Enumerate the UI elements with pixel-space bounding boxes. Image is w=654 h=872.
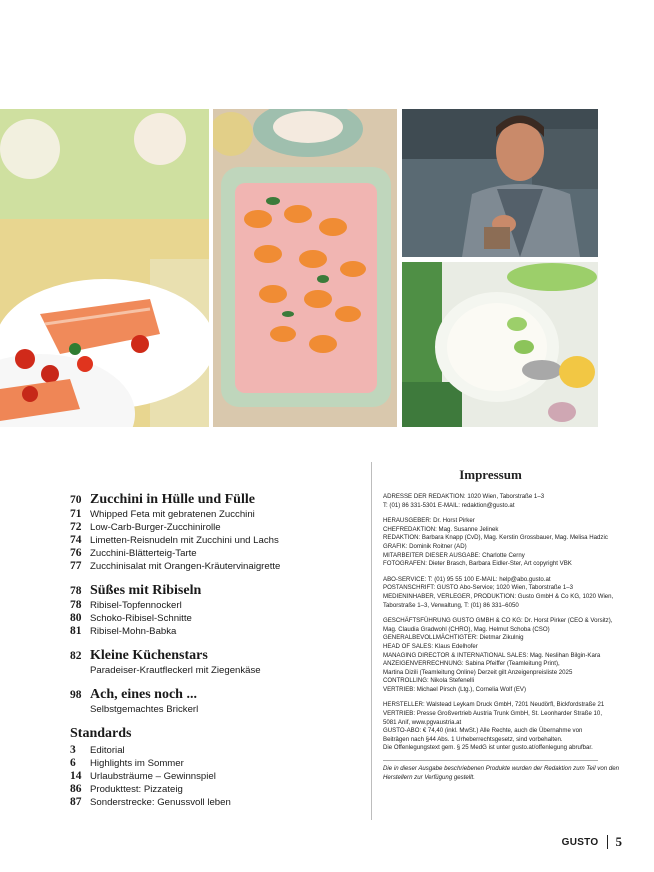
impressum-group [383, 617, 613, 694]
impressum-line: FOTOGRAFEN: Dieter Brasch, Barbara Eidler-Ster, Art copyright VBK [383, 560, 572, 568]
photo-peach-dish [213, 109, 397, 427]
impressum-group [383, 701, 605, 753]
photo-dip-bowl [402, 262, 598, 427]
section-title: Zucchini in Hülle und Fülle [90, 492, 255, 507]
item-title: Zucchinisalat mit Orangen-Kräutervinaigrette [90, 561, 281, 572]
impressum-line: MANAGING DIRECTOR & INTERNATIONAL SALES: Mag. Neslihan Bilgin-Kara [383, 651, 601, 659]
standards-title: Standards [70, 726, 132, 741]
impressum-line: REDAKTION: Barbara Knapp (CvD), Mag. Kerstin Grossbauer, Mag. Melisa Hadzic [383, 534, 608, 542]
impressum-line: MEDIENINHABER, VERLEGER, PRODUKTION: Gusto GmbH & Co KG, 1020 Wien, [383, 592, 614, 600]
item-title: Schoko-Ribisel-Schnitte [90, 613, 192, 624]
impressum-line: GENERALBEVOLLMÄCHTIGTER: Dietmar Zikulnig [383, 634, 524, 642]
item-title: Whipped Feta mit gebratenen Zucchini [90, 509, 255, 520]
impressum-line: GESCHÄFTSFÜHRUNG GUSTO GMBH & CO KG: Dr. Horst Pirker (CEO & Vorsitz), [383, 617, 613, 625]
photo-salmon-plates [0, 109, 209, 427]
item-page: 77 [70, 560, 82, 572]
impressum-line: Beiträgen nach §44 Abs. 1 Urheberrechtsgesetz, sind vorbehalten. [383, 735, 563, 743]
impressum-line: VERTRIEB: Presse Großvertrieb Austria Trunk GmbH, St. Leonharder Straße 10, [383, 710, 603, 718]
impressum-title: Impressum [459, 467, 522, 482]
brand-logo: GUSTO [561, 836, 599, 848]
item-page: 74 [70, 534, 82, 546]
item-title: Limetten-Reisnudeln mit Zucchini und Lachs [90, 535, 279, 546]
section-page: 82 [70, 650, 82, 662]
impressum-line: ABO-SERVICE: T: (01) 95 55 100 E-MAIL: help@abo.gusto.at [383, 575, 551, 583]
impressum-line: POSTANSCHRIFT: GUSTO Abo-Service; 1020 Wien, Taborstraße 1–3 [383, 584, 573, 592]
item-title: Paradeiser-Krautfleckerl mit Ziegenkäse [90, 665, 261, 676]
section-page: 70 [70, 494, 82, 506]
impressum-line: CONTROLLING: Nikola Stefenelli [383, 677, 475, 685]
item-title: Urlaubsträume – Gewinnspiel [90, 771, 216, 782]
toc-standards [70, 726, 300, 809]
item-page: 71 [70, 508, 82, 520]
item-title: Selbstgemachtes Brickerl [90, 704, 199, 715]
item-page: 78 [70, 599, 82, 611]
impressum-line: Taborstraße 1–3, Verwaltung, T: (01) 86 331–6050 [383, 601, 519, 609]
impressum-line: ANZEIGENVERRECHNUNG: Sabina Pfeiffer (Teamleitung Print), [383, 660, 560, 668]
toc-section [70, 492, 300, 573]
section-title: Süßes mit Ribiseln [90, 583, 202, 598]
impressum [383, 467, 619, 789]
impressum-line: Mag. Claudia Gradwohl (CHRO), Mag. Helmut Schoba (CSO) [383, 625, 550, 633]
item-page: 14 [70, 770, 82, 782]
impressum-line: GRAFIK: Dominik Roitner (AD) [383, 542, 467, 550]
impressum-line: HERSTELLER: Walstead Leykam Druck GmbH, 7201 Neudörfl, Bickfordstraße 21 [383, 701, 605, 709]
section-title: Kleine Küchenstars [90, 648, 208, 663]
item-title: Low-Carb-Burger-Zucchinirolle [90, 522, 221, 533]
item-page: 81 [70, 625, 82, 637]
page-number: 5 [615, 834, 622, 849]
toc-section [70, 687, 300, 716]
impressum-line: Martina Dizili (Teamleitung Online) Derzeit gilt Anzeigenpreisliste 2025 [383, 668, 573, 676]
page-footer [562, 834, 622, 850]
impressum-line: Die Offenlegungstext gem. § 25 MedG ist unter gusto.at/offenlegung abrufbar. [383, 744, 593, 752]
item-title: Editorial [90, 745, 125, 756]
footer-separator [607, 835, 608, 849]
table-of-contents [70, 492, 300, 809]
toc-section [70, 583, 300, 638]
section-page: 98 [70, 689, 82, 701]
impressum-line: HERAUSGEBER: Dr. Horst Pirker [383, 517, 475, 525]
photo-chef [402, 109, 598, 257]
impressum-line: MITARBEITER DIESER AUSGABE: Charlotte Cerny [383, 551, 525, 559]
disclaimer-line: Herstellern zur Verfügung gestellt. [383, 773, 475, 781]
item-title: Produkttest: Pizzateig [90, 784, 183, 795]
impressum-line: 5081 Anif, www.pgvaustria.at [383, 718, 462, 726]
impressum-disclaimer [383, 760, 619, 782]
column-divider [371, 462, 372, 820]
item-title: Sonderstrecke: Genussvoll leben [90, 797, 231, 808]
item-title: Ribisel-Mohn-Babka [90, 626, 177, 637]
item-page: 86 [70, 783, 82, 795]
impressum-group [383, 517, 608, 569]
impressum-group [383, 575, 614, 610]
item-page: 72 [70, 521, 82, 533]
impressum-line: HEAD OF SALES: Klaus Edelhofer [383, 642, 478, 650]
section-page: 78 [70, 585, 82, 597]
item-page: 87 [70, 796, 82, 808]
item-title: Ribisel-Topfennockerl [90, 600, 182, 611]
item-title: Zucchini-Blätterteig-Tarte [90, 548, 197, 559]
impressum-line: T: (01) 86 331-5301 E-MAIL: redaktion@gusto.at [383, 501, 515, 509]
impressum-line: GUSTO-ABO: € 74,40 (inkl. MwSt.) Alle Rechte, auch die Übernahme von [383, 727, 583, 735]
impressum-group [383, 493, 598, 510]
item-title: Highlights im Sommer [90, 758, 184, 769]
disclaimer-line: Die in dieser Ausgabe beschriebenen Produkte wurden der Redaktion zum Teil von den [383, 765, 619, 773]
item-page: 3 [70, 744, 76, 756]
impressum-line: ADRESSE DER REDAKTION: 1020 Wien, Taborstraße 1–3 [383, 493, 545, 500]
toc-section [70, 648, 300, 677]
item-page: 80 [70, 612, 82, 624]
item-page: 76 [70, 547, 82, 559]
impressum-line: VERTRIEB: Michael Pirsch (Ltg.), Cornelia Wolf (EV) [383, 685, 527, 693]
impressum-line: CHEFREDAKTION: Mag. Susanne Jelinek [383, 525, 499, 533]
item-page: 6 [70, 757, 76, 769]
section-title: Ach, eines noch ... [90, 687, 197, 702]
